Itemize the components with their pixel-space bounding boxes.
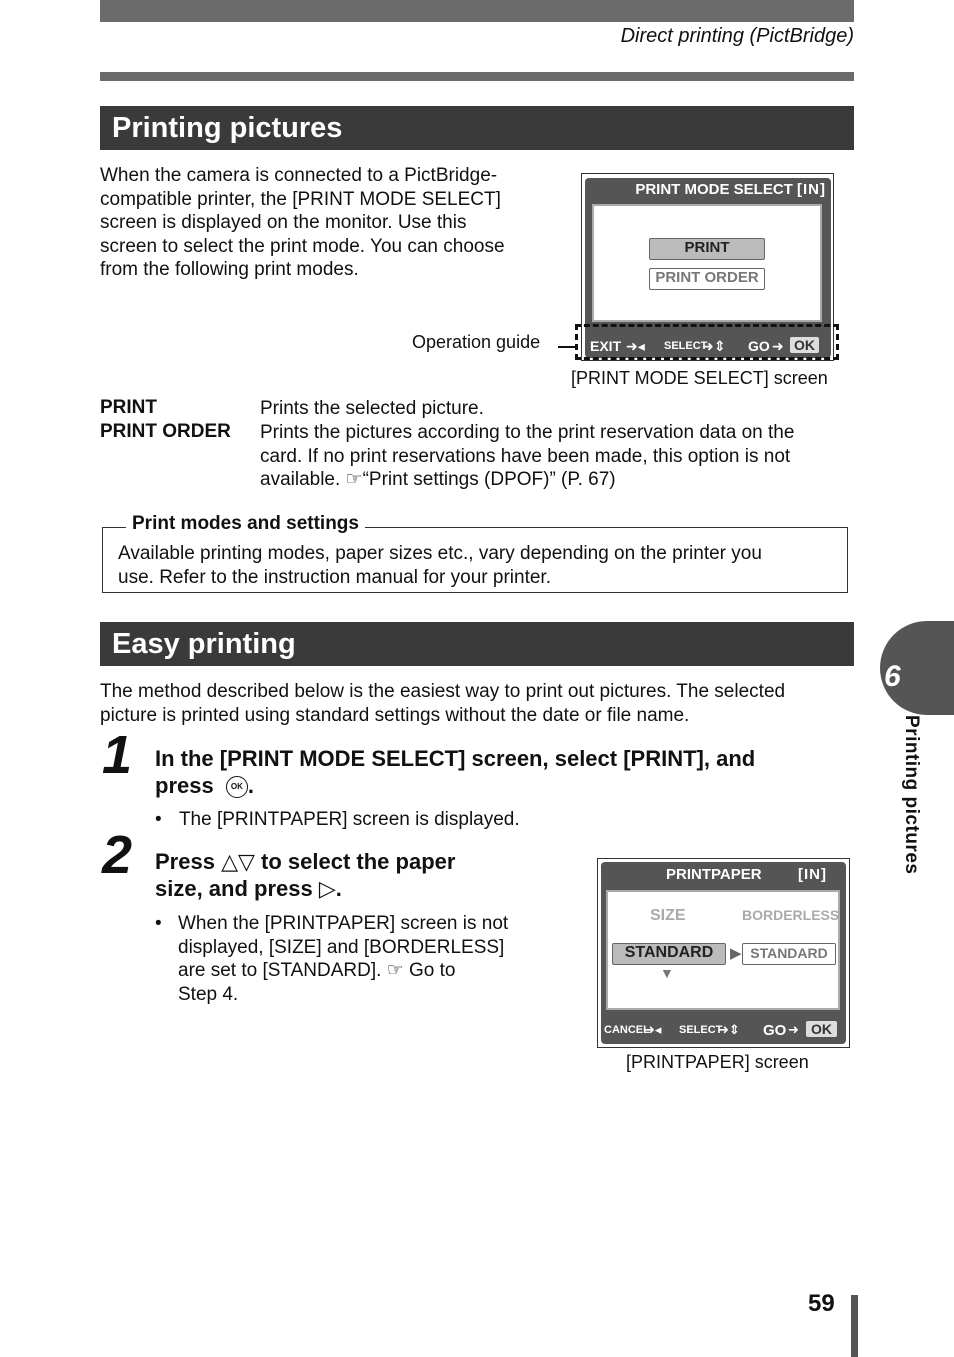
menu-option-print[interactable]: PRINT bbox=[649, 238, 765, 260]
definition-line: Prints the selected picture. bbox=[260, 398, 484, 419]
screen-title bbox=[590, 181, 826, 198]
section-title-printing-pictures: Printing pictures bbox=[100, 106, 854, 150]
screen-title-text: PRINT MODE SELECT bbox=[635, 181, 793, 198]
screen-caption: [PRINTPAPER] screen bbox=[626, 1052, 809, 1072]
term-print-order: PRINT ORDER bbox=[100, 421, 231, 442]
intro-line: When the camera is connected to a PictBridge- bbox=[100, 165, 498, 186]
running-header: Direct printing (PictBridge) bbox=[620, 25, 854, 47]
intro-line: compatible printer, the [PRINT MODE SELECT] bbox=[100, 188, 501, 210]
chapter-label: Printing pictures bbox=[901, 715, 922, 875]
arrow-fourway-icon: ➜⇕ bbox=[718, 1022, 740, 1037]
step-2-bullet bbox=[155, 912, 555, 1006]
bullet-line: Step 4. bbox=[178, 983, 239, 1005]
arrow-right-icon: ➜ bbox=[772, 338, 784, 354]
bullet-dot: • bbox=[155, 913, 162, 934]
definition-line: available. ☞“Print settings (DPOF)” (P. 67) bbox=[260, 469, 616, 490]
bullet-text: The [PRINTPAPER] screen is displayed. bbox=[178, 809, 520, 830]
definition-line: Prints the pictures according to the print reservation data on the bbox=[260, 422, 795, 443]
ok-button-icon: OK bbox=[790, 337, 819, 353]
bullet-line: When the [PRINTPAPER] screen is not bbox=[178, 913, 509, 934]
intro-line: The method described below is the easiest way to print out pictures. The selected bbox=[100, 681, 786, 702]
chapter-number: 6 bbox=[884, 660, 901, 693]
intro-paragraph bbox=[100, 164, 560, 282]
size-column-header: SIZE bbox=[650, 907, 686, 924]
header-bar bbox=[100, 0, 854, 22]
easy-printing-intro bbox=[100, 680, 850, 727]
operation-guide-bar bbox=[588, 336, 828, 358]
screen-menu-panel bbox=[592, 204, 822, 322]
intro-line: from the following print modes. bbox=[100, 259, 359, 280]
page-number: 59 bbox=[808, 1290, 835, 1317]
step-line: In the [PRINT MODE SELECT] screen, select [PRINT], and bbox=[155, 746, 756, 771]
callout-line bbox=[558, 346, 578, 348]
step-line: Press bbox=[155, 849, 215, 874]
step-line: size, and press bbox=[155, 876, 313, 901]
up-down-arrow-icon: △▽ bbox=[221, 849, 255, 874]
definition-print bbox=[260, 397, 850, 421]
intro-line: screen is displayed on the monitor. Use this bbox=[100, 212, 467, 233]
internal-memory-icon: [IN] bbox=[798, 866, 827, 883]
screen-caption: [PRINT MODE SELECT] screen bbox=[571, 368, 828, 388]
step-line: to select the paper bbox=[261, 849, 456, 874]
down-triangle-icon: ▼ bbox=[660, 965, 674, 981]
definition-print-order bbox=[260, 421, 850, 492]
guide-cancel-label: CANCEL bbox=[604, 1024, 650, 1036]
step-1-bullet bbox=[155, 808, 520, 832]
note-line: Available printing modes, paper sizes etc., vary depending on the printer you bbox=[118, 543, 762, 564]
ok-button-icon: OK bbox=[226, 776, 248, 798]
guide-go-label: GO bbox=[763, 1022, 787, 1039]
ok-button-icon: OK bbox=[806, 1021, 837, 1037]
note-line: use. Refer to the instruction manual for your printer. bbox=[118, 566, 551, 588]
step-2-instruction: Press △▽ to select the paper size, and press ▷. bbox=[155, 849, 456, 901]
term-print: PRINT bbox=[100, 397, 157, 418]
guide-select-label: SELECT bbox=[679, 1024, 723, 1036]
definition-line: card. If no print reservations have been made, this option is not bbox=[260, 445, 791, 467]
menu-option-print-order[interactable]: PRINT ORDER bbox=[649, 268, 765, 290]
bullet-line: displayed, [SIZE] and [BORDERLESS] bbox=[178, 936, 505, 958]
bullet-dot: • bbox=[155, 809, 162, 830]
guide-exit-label: EXIT bbox=[590, 338, 622, 354]
right-triangle-icon: ▶ bbox=[730, 945, 742, 962]
borderless-value[interactable]: STANDARD bbox=[742, 943, 836, 965]
step-number: 1 bbox=[102, 725, 133, 785]
step-1-instruction: In the [PRINT MODE SELECT] screen, select [PRINT], and press OK . bbox=[155, 745, 845, 799]
right-arrow-icon: ▷ bbox=[318, 876, 336, 901]
note-title: Print modes and settings bbox=[126, 513, 365, 535]
bullet-line: are set to [STANDARD]. ☞ Go to bbox=[178, 960, 456, 981]
arrow-updown-icon: ➜⇕ bbox=[702, 338, 726, 354]
arrow-right-icon: ➜ bbox=[788, 1022, 799, 1037]
guide-go-label: GO bbox=[748, 338, 770, 354]
arrow-left-icon: ➜◂ bbox=[626, 338, 645, 354]
guide-select-label: SELECT bbox=[664, 340, 708, 352]
intro-line: picture is printed using standard settings without the date or file name. bbox=[100, 704, 690, 726]
arrow-left-icon: ➜◂ bbox=[644, 1022, 662, 1037]
operation-guide-bar bbox=[604, 1020, 844, 1042]
operation-guide-label: Operation guide bbox=[412, 332, 541, 352]
borderless-column-header: BORDERLESS bbox=[742, 907, 840, 923]
note-body bbox=[118, 542, 838, 589]
step-number: 2 bbox=[102, 825, 133, 885]
section-title-easy-printing: Easy printing bbox=[100, 622, 854, 666]
page-edge-bar bbox=[851, 1295, 858, 1357]
screen-title-text: PRINTPAPER bbox=[666, 866, 762, 883]
intro-line: screen to select the print mode. You can choose bbox=[100, 235, 505, 257]
size-value-selected[interactable]: STANDARD bbox=[612, 943, 726, 965]
internal-memory-icon: [IN] bbox=[797, 181, 826, 198]
step-line: press bbox=[155, 773, 214, 798]
header-rule bbox=[100, 72, 854, 81]
